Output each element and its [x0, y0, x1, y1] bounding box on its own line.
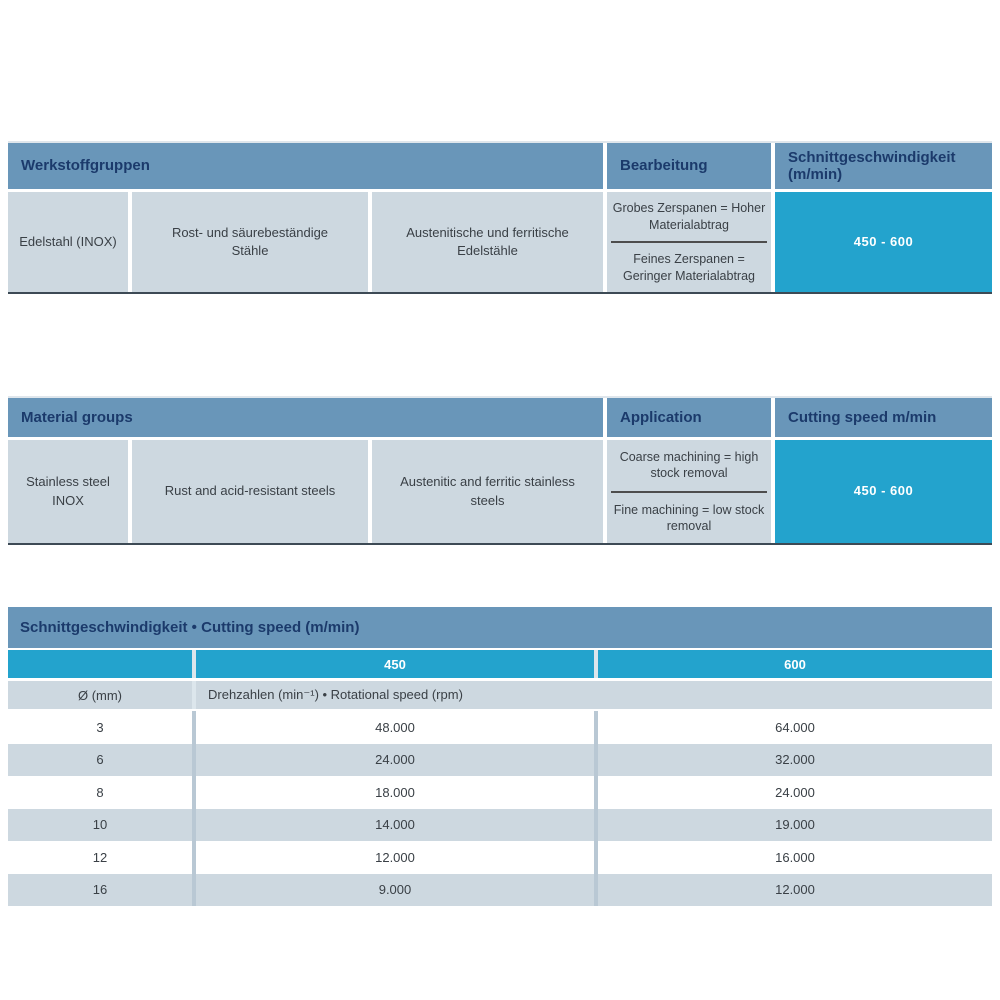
speed-subheader-row: [8, 681, 992, 709]
speed-column-header-row: [8, 650, 992, 678]
diameter-value: 8: [8, 776, 192, 809]
application-fine-en: Fine machining = low stock removal: [613, 502, 765, 533]
header-werkstoffgruppen: Werkstoffgruppen: [8, 143, 603, 189]
speed-header-600: 600: [594, 650, 992, 678]
header-schnittgeschwindigkeit: Schnittgeschwindigkeit (m/min): [771, 143, 992, 189]
cell-group-en: Rust and acid-resistant steels: [128, 440, 368, 543]
speed-header-450: 450: [192, 650, 594, 678]
speed-row-16: [8, 874, 992, 907]
header-application: Application: [603, 398, 771, 437]
cell-speed-range-de: 450 - 600: [771, 192, 992, 292]
table-de-header-row: [8, 143, 992, 189]
rpm-600-value: 64.000: [594, 711, 992, 744]
application-fine-de: Feines Zerspanen = Geringer Materialabtrag: [622, 252, 755, 283]
rpm-450-value: 18.000: [192, 776, 594, 809]
table-bottom-line: [8, 292, 992, 294]
application-coarse-en: Coarse machining = high stock removal: [619, 450, 759, 481]
rpm-600-value: 32.000: [594, 744, 992, 777]
cell-subgroup-de: Austenitische und ferritische Edelstähle: [368, 192, 603, 292]
cell-application-de: [603, 192, 771, 292]
cell-material-en: Stainless steel INOX: [8, 440, 128, 543]
header-bearbeitung: Bearbeitung: [603, 143, 771, 189]
table-material-groups: [8, 396, 992, 545]
header-material-groups: Material groups: [8, 398, 603, 437]
rpm-600-value: 12.000: [594, 874, 992, 907]
speed-row-6: [8, 744, 992, 777]
table-en-body-row: [8, 440, 992, 543]
rpm-450-value: 24.000: [192, 744, 594, 777]
rpm-450-value: 12.000: [192, 841, 594, 874]
diameter-value: 3: [8, 711, 192, 744]
speed-row-8: [8, 776, 992, 809]
table-cutting-speed: [8, 607, 992, 906]
cell-material-de: Edelstahl (INOX): [8, 192, 128, 292]
header-cutting-speed: Cutting speed m/min: [771, 398, 992, 437]
speed-header-empty: [8, 650, 192, 678]
table-en-header-row: [8, 398, 992, 437]
diameter-label: Ø (mm): [8, 681, 192, 709]
cell-speed-range-en: 450 - 600: [771, 440, 992, 543]
speed-row-10: [8, 809, 992, 842]
cell-subgroup-en: Austenitic and ferritic stainless steels: [368, 440, 603, 543]
rpm-600-value: 16.000: [594, 841, 992, 874]
table-de-body-row: [8, 192, 992, 292]
cell-group-de: Rost- und säurebeständige Stähle: [128, 192, 368, 292]
diameter-value: 6: [8, 744, 192, 777]
rpm-600-value: 19.000: [594, 809, 992, 842]
speed-row-12: [8, 841, 992, 874]
diameter-value: 12: [8, 841, 192, 874]
rpm-450-value: 48.000: [192, 711, 594, 744]
table-werkstoffgruppen: [8, 141, 992, 294]
speed-table-title: Schnittgeschwindigkeit • Cutting speed (m/min): [8, 607, 992, 648]
diameter-value: 10: [8, 809, 192, 842]
table-bottom-line: [8, 543, 992, 545]
rpm-label: Drehzahlen (min⁻¹) • Rotational speed (rpm): [192, 681, 992, 709]
rpm-600-value: 24.000: [594, 776, 992, 809]
cell-application-en: [603, 440, 771, 543]
application-coarse-de: Grobes Zerspanen = Hoher Materialabtrag: [612, 201, 766, 232]
diameter-value: 16: [8, 874, 192, 907]
rpm-450-value: 9.000: [192, 874, 594, 907]
speed-row-3: [8, 711, 992, 744]
rpm-450-value: 14.000: [192, 809, 594, 842]
